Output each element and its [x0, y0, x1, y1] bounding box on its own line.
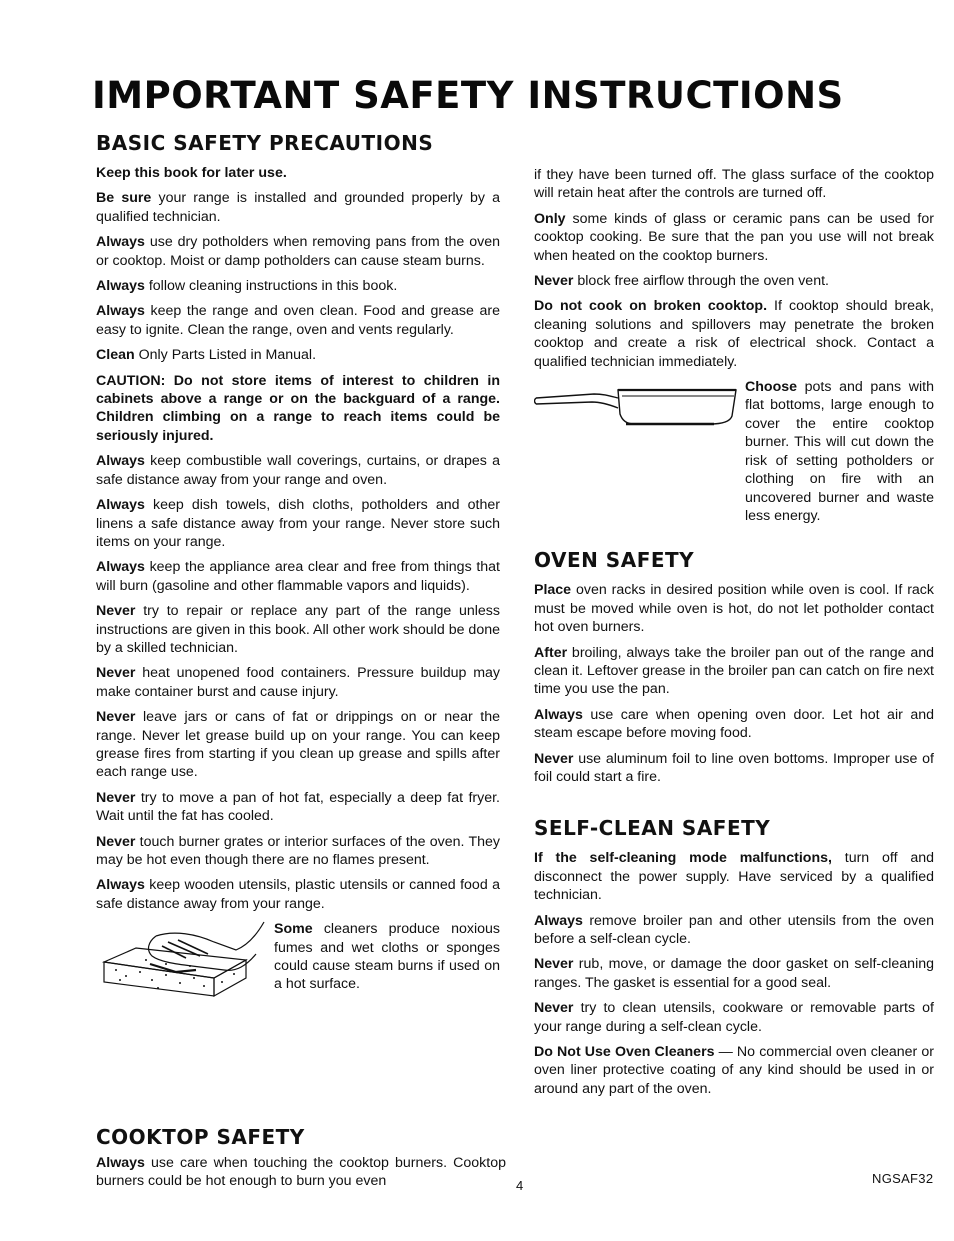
- pan-note: [534, 378, 934, 525]
- page-title: IMPORTANT SAFETY INSTRUCTIONS: [92, 74, 844, 117]
- basic-item: Keep this book for later use.: [96, 165, 287, 181]
- self-clean-item: Always remove broiler pan and other utensils from the oven before a self-clean cycle.: [534, 912, 934, 947]
- self-clean-safety-heading: SELF-CLEAN SAFETY: [534, 816, 771, 841]
- hand-sponge-illustration: [96, 920, 266, 1000]
- oven-item: Place oven racks in desired position while oven is cool. If rack must be moved while oven is hot, do not let potholder contact hot oven burners.: [534, 582, 934, 636]
- self-clean-item: Never try to clean utensils, cookware or removable parts of your range during a self-clean cycle.: [534, 1000, 934, 1035]
- basic-item: Always keep combustible wall coverings, curtains, or drapes a safe distance away from your range and oven.: [96, 453, 500, 488]
- basic-item: Never try to repair or replace any part of the range unless instructions are given in this book. All other work should be done by a skilled technician.: [96, 603, 500, 656]
- self-clean-item: Do Not Use Oven Cleaners — No commercial oven cleaner or oven liner protective coating of any kind should be used in or around any part of the oven.: [534, 1044, 934, 1097]
- caution-note: CAUTION: Do not store items of interest to children in cabinets above a range or on the backguard of a range. Children climbing on a range to reach items could be seriously injured.: [96, 372, 500, 444]
- cooktop-safety-start: [96, 1124, 506, 1198]
- oven-safety-heading: OVEN SAFETY: [534, 548, 695, 573]
- left-column: [96, 130, 500, 1007]
- basic-item: Be sure your range is installed and grounded properly by a qualified technician.: [96, 190, 501, 225]
- cooktop-item: Only some kinds of glass or ceramic pans can be used for cooktop cooking. Be sure that the pan you use will not break when heated on the cooktop burners.: [534, 210, 934, 264]
- oven-item: Always use care when opening oven door. Let hot air and steam escape before moving food.: [534, 706, 934, 742]
- basic-item: Always use dry potholders when removing pans from the oven or cooktop. Moist or damp potholders can cause steam burns.: [96, 234, 500, 269]
- frying-pan-illustration: [534, 382, 739, 428]
- page-number: 4: [516, 1178, 524, 1193]
- cooktop-first-item: Always use care when touching the cooktop burners. Cooktop burners could be hot enough to burn you even: [96, 1155, 506, 1190]
- self-clean-item: If the self-cleaning mode malfunctions, turn off and disconnect the power supply. Have serviced by a qualified technician.: [534, 850, 934, 904]
- basic-item: Always keep wooden utensils, plastic utensils or canned food a safe distance away from your range.: [96, 877, 500, 912]
- basic-safety-heading: BASIC SAFETY PRECAUTIONS: [96, 131, 434, 155]
- basic-item: Always keep the range and oven clean. Food and grease are easy to ignite. Clean the range, oven and vents regularly.: [96, 303, 500, 338]
- self-clean-item: Never rub, move, or damage the door gasket on self-cleaning ranges. The gasket is essential for a good seal.: [534, 956, 934, 991]
- basic-item: Always keep the appliance area clear and free from things that will burn (gasoline and other flammable vapors and liquids).: [96, 559, 500, 594]
- oven-item: Never use aluminum foil to line oven bottoms. Improper use of foil could start a fire.: [534, 750, 934, 785]
- cooktop-safety-heading: COOKTOP SAFETY: [96, 1125, 305, 1149]
- sponge-note: [96, 920, 500, 1000]
- sponge-note-text: Some cleaners produce noxious fumes and wet cloths or sponges could cause steam burns if used on a hot surface.: [274, 921, 500, 993]
- cooktop-continued-text: if they have been turned off. The glass surface of the cooktop will retain heat after the controls are turned off.: [534, 167, 934, 202]
- document-code: NGSAF32: [872, 1171, 934, 1186]
- basic-item: Never try to move a pan of hot fat, especially a deep fat fryer. Wait until the fat has cooled.: [96, 789, 500, 825]
- pan-note-text: Choose pots and pans with flat bottoms, large enough to cover the entire cooktop burner. This will cut down the risk of setting potholders or clothing on fire with an uncovered burner and waste less energy.: [745, 379, 934, 524]
- basic-item: Always follow cleaning instructions in this book.: [96, 278, 398, 295]
- cooktop-item: Do not cook on broken cooktop. If cooktop should break, cleaning solutions and spillovers may penetrate the broken cooktop and create a risk of electrical shock. Contact a qualified technician immediately.: [534, 298, 934, 370]
- right-column: [534, 166, 934, 1105]
- basic-item: Always keep dish towels, dish cloths, potholders and other linens a safe distance away from your range. Never store such items on your range.: [96, 497, 500, 550]
- cooktop-item: Never block free airflow through the oven vent.: [534, 273, 829, 290]
- oven-item: After broiling, always take the broiler pan out of the range and clean it. Leftover grease in the broiler pan can catch on fire next time you use the pan.: [534, 644, 934, 698]
- basic-item: Never touch burner grates or interior surfaces of the oven. They may be hot even though there are no flames present.: [96, 833, 500, 868]
- basic-item: Never heat unopened food containers. Pressure buildup may make container burst and cause injury.: [96, 665, 500, 700]
- basic-item: Never leave jars or cans of fat or drippings on or near the range. Never let grease build up on your range. You can keep grease fires from starting if you clean up grease and spills after each range use.: [96, 709, 500, 781]
- basic-item: Clean Only Parts Listed in Manual.: [96, 347, 317, 364]
